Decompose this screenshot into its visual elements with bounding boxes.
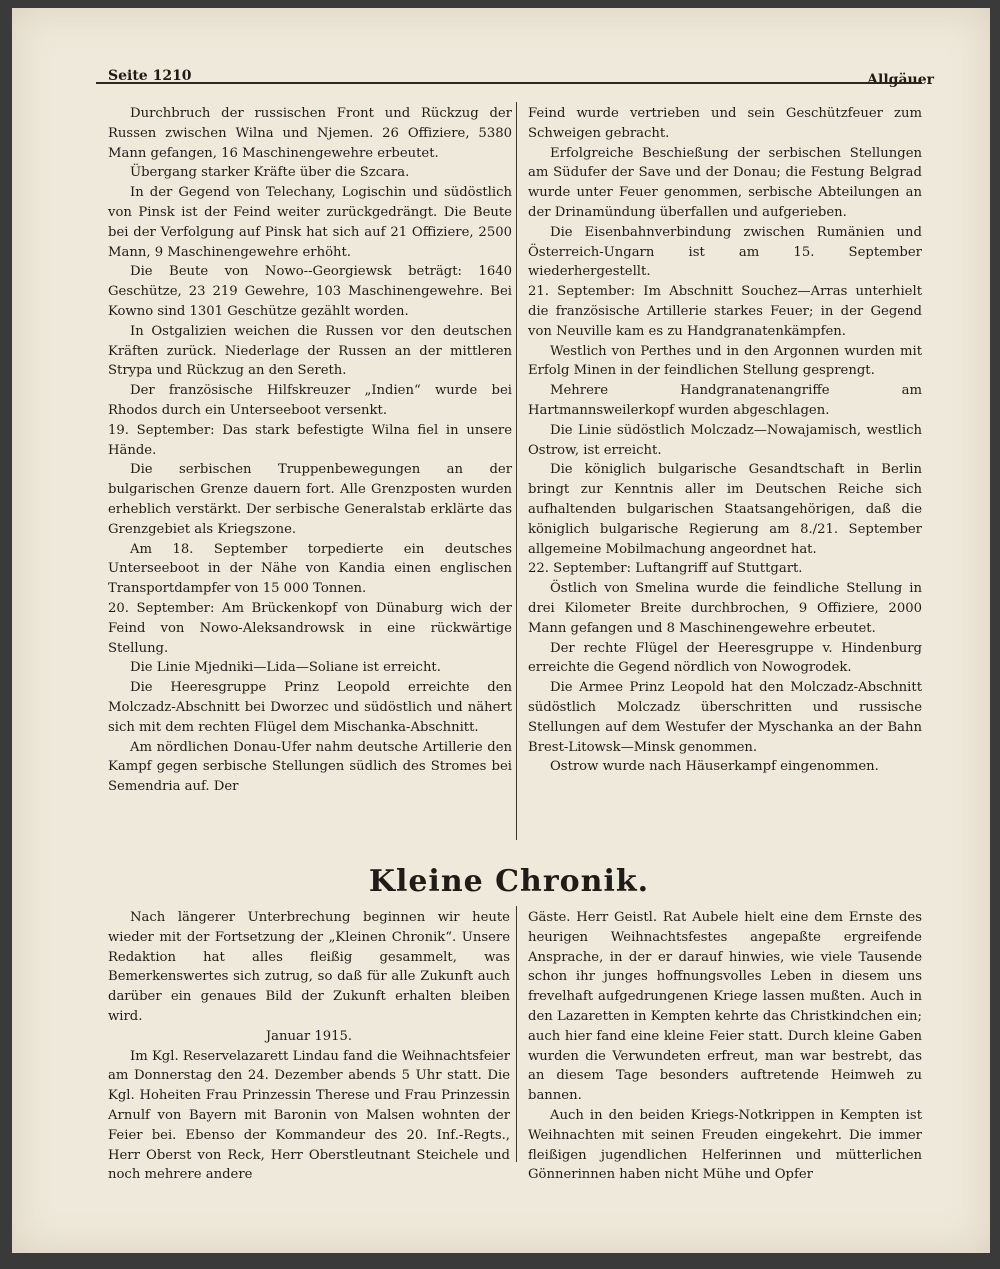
paragraph: Die Linie Mjedniki—Lida—Soliane ist erreicht. (130, 660, 441, 676)
paragraph: Auch in den beiden Kriegs-Notkrippen in Kempten ist Weihnachten mit seinen Freuden eingekehrt. Die immer fleißigen jugendlichen Helferinnen und mütterlichen Gönnerinnen haben nicht Mühe und Opfer (528, 1107, 922, 1183)
paragraph: Durchbruch der russischen Front und Rückzug der Russen zwischen Wilna und Njemen. 26 Offiziere, 5380 Mann gefangen, 16 Maschinengewehre erbeutet. (108, 106, 512, 161)
date-entry: 21. September: Im Abschnitt Souchez—Arras unterhielt die französische Artillerie starkes Feuer; in der Gegend von Neuville kam es zu Handgranatenkämpfen. (528, 284, 922, 339)
paragraph: Der rechte Flügel der Heeresgruppe v. Hindenburg erreichte die Gegend nördlich von Nowogrodek. (528, 640, 922, 676)
paragraph: Die Heeresgruppe Prinz Leopold erreichte den Molczadz-Abschnitt bei Dworzec und südöstlich und nähert sich mit dem rechten Flügel dem Mischanka-Abschnitt. (108, 680, 512, 735)
chronik-left-column (108, 908, 510, 1185)
paragraph: Übergang starker Kräfte über die Szcara. (130, 165, 410, 181)
paragraph: In Ostgalizien weichen die Russen vor den deutschen Kräften zurück. Niederlage der Russen an der mittleren Strypa und Rückzug an den Sereth. (108, 323, 512, 379)
paragraph: Am 18. September torpedierte ein deutsches Unterseeboot in der Nähe von Kandia einen englischen Transportdampfer von 15 000 Tonnen. (108, 541, 512, 597)
paragraph: Die königlich bulgarische Gesandtschaft in Berlin bringt zur Kenntnis aller im Deutschen Reiche sich aufhaltenden bulgarischen Staatsangehörigen, daß die königlich bulgarische Regierung am 8./21. September allgemeine Mobilmachung angeordnet hat. (528, 462, 922, 557)
paragraph: Am nördlichen Donau-Ufer nahm deutsche Artillerie den Kampf gegen serbische Stellungen südlich des Stromes bei Semendria auf. Der (108, 739, 512, 795)
header-rule (96, 82, 922, 84)
paragraph: Die Beute von Nowo--Georgiewsk beträgt: 1640 Geschütze, 23 219 Gewehre, 103 Maschinengewehre. Bei Kowno sind 1301 Geschütze gezählt worden. (108, 264, 512, 319)
paragraph: Die serbischen Truppenbewegungen an der bulgarischen Grenze dauern fort. Alle Grenzposten wurden erheblich verstärkt. Der serbische Generalstab erklärte das Grenzgebiet als Kriegszone. (108, 462, 512, 537)
paragraph: Westlich von Perthes und in den Argonnen wurden mit Erfolg Minen in der feindlichen Stellung gesprengt. (528, 343, 922, 379)
paragraph: Erfolgreiche Beschießung der serbischen Stellungen am Südufer der Save und der Donau; die Festung Belgrad wurde unter Feuer genommen, serbische Abteilungen an der Drinamündung überfallen und aufgerieben. (528, 145, 922, 220)
date-entry: 20. September: Am Brückenkopf von Dünaburg wich der Feind von Nowo-Aleksandrowsk in eine rückwärtige Stellung. (108, 600, 512, 656)
date-entry: 19. September: Das stark befestigte Wilna fiel in unsere Hände. (108, 422, 512, 458)
war-chronicle-left-column (108, 104, 512, 797)
column-rule (516, 906, 517, 1162)
paragraph: Der französische Hilfskreuzer „Indien“ wurde bei Rhodos durch ein Unterseeboot versenkt. (108, 383, 512, 418)
month-heading: Januar 1915. (265, 1028, 353, 1044)
paragraph: Östlich von Smelina wurde die feindliche Stellung in drei Kilometer Breite durchbrochen, 9 Offiziere, 2000 Mann gefangen und 8 Maschinengewehre erbeutet. (528, 581, 922, 636)
paragraph: Die Eisenbahnverbindung zwischen Rumänien und Österreich-Ungarn ist am 15. September wiederhergestellt. (528, 224, 922, 280)
chronik-right-column (528, 908, 922, 1185)
paragraph: Im Kgl. Reservelazarett Lindau fand die Weihnachtsfeier am Donnerstag den 24. Dezember abends 5 Uhr statt. Die Kgl. Hoheiten Frau Prinzessin Therese und Frau Prinzessin Arnulf von Bayern mit Baronin von Malsen wohnten der Feier bei. Ebenso der Kommandeur des 20. Inf.-Regts., Herr Oberst von Reck, Herr Oberstleutnant Steichele und noch mehrere andere (108, 1048, 510, 1183)
page-number: Seite 1210 (108, 68, 192, 84)
date-entry: 22. September: Luftangriff auf Stuttgart. (528, 561, 803, 577)
page-header (108, 64, 934, 92)
war-chronicle-right-column (528, 104, 922, 777)
paragraph: Gäste. Herr Geistl. Rat Aubele hielt eine dem Ernste des heurigen Weihnachtsfestes angepaßte ergreifende Ansprache, in der er darauf hinwies, wie viele Tausende schon ihr junges hoffnungsvolles Leben in diesem uns frevelhaft aufgedrungenen Kriege lassen mußten. Auch in den Lazaretten in Kempten kehrte das Christkindchen ein; auch hier fand eine kleine Feier statt. Durch kleine Gaben wurden die Verwundeten erfreut, man war bestrebt, das an diesem Tage besonders auftretende Heimweh zu bannen. (528, 910, 922, 1104)
paragraph: Nach längerer Unterbrechung beginnen wir heute wieder mit der Fortsetzung der „Kleinen Chronik“. Unsere Redaktion hat alles fleißig gesammelt, was Bemerkenswertes sich zutrug, so daß für alle Zukunft auch darüber ein genaues Bild der Zukunft erhalten bleiben wird. (108, 910, 510, 1024)
paragraph: Die Armee Prinz Leopold hat den Molczadz-Abschnitt südöstlich Molczadz überschritten und russische Stellungen auf dem Westufer der Myschanka an der Bahn Brest-Litowsk—Minsk genommen. (528, 680, 922, 755)
paragraph: Die Linie südöstlich Molczadz—Nowajamisch, westlich Ostrow, ist erreicht. (528, 422, 922, 458)
section-title: Kleine Chronik. (368, 864, 650, 899)
paragraph: In der Gegend von Telechany, Logischin und südöstlich von Pinsk ist der Feind weiter zurückgedrängt. Die Beute bei der Verfolgung auf Pinsk hat sich auf 21 Offiziere, 2500 Mann, 9 Maschinengewehre erhöht. (108, 185, 512, 260)
paragraph: Ostrow wurde nach Häuserkampf eingenommen. (550, 759, 879, 775)
running-title: Allgäuer (867, 72, 934, 88)
paragraph: Feind wurde vertrieben und sein Geschützfeuer zum Schweigen gebracht. (528, 106, 922, 141)
paragraph: Mehrere Handgranatenangriffe am Hartmannsweilerkopf wurden abgeschlagen. (528, 383, 922, 418)
column-rule (516, 102, 517, 840)
